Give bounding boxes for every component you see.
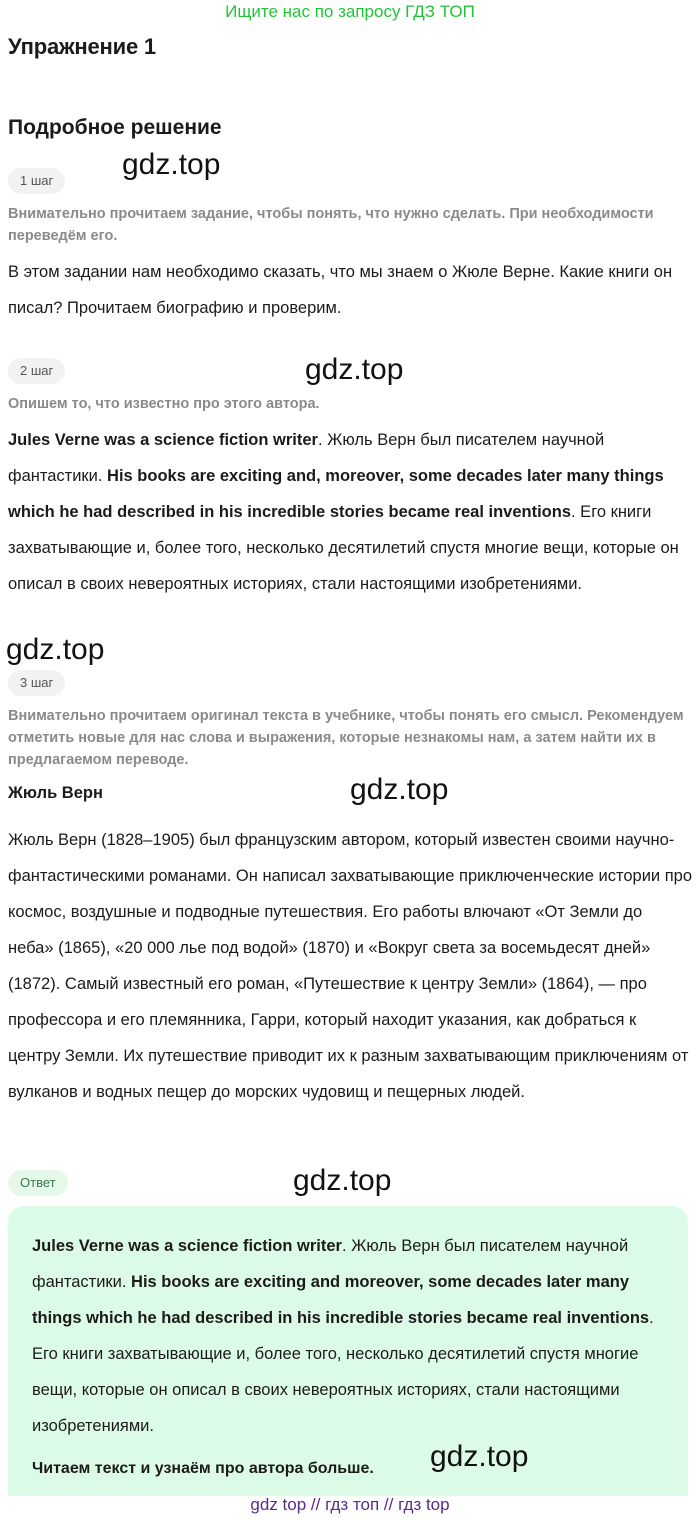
footer-links[interactable]: gdz top // гдз топ // гдз top xyxy=(250,1495,450,1514)
answer-russian-1: . Жюль Верн был писателем научной фантастики. xyxy=(32,1237,629,1291)
step-1-hint: Внимательно прочитаем задание, чтобы понять, что нужно сделать. При необходимости переведём его. xyxy=(8,206,654,244)
page-title: Упражнение 1 xyxy=(8,34,156,59)
step-3-label: 3 шаг xyxy=(8,670,65,696)
answer-pill xyxy=(8,1170,68,1196)
step-3-pill xyxy=(8,670,65,696)
step-1-label: 1 шаг xyxy=(8,168,65,194)
answer-english-2: His books are exciting and moreover, some decades later many things which he had described in his incredible stories became real inventions xyxy=(32,1273,650,1327)
watermark: gdz.top xyxy=(122,148,221,181)
watermark: gdz.top xyxy=(293,1164,392,1197)
watermark: gdz.top xyxy=(430,1440,529,1473)
step-3-hint: Внимательно прочитаем оригинал текста в учебнике, чтобы понять его смысл. Рекомендуем отметить новые для нас слова и выражения, которые незнакомы нам, а затем найти их в предлагаемом переводе. xyxy=(8,708,684,768)
step-3-heading: Жюль Верн xyxy=(8,784,103,802)
answer-russian-2: . Его книги захватывающие и, более того, несколько десятилетий спустя многие вещи, которые он описал в своих невероятных историях, стали настоящими изобретениями. xyxy=(32,1309,654,1435)
step-2-text xyxy=(8,422,692,602)
watermark: gdz.top xyxy=(350,773,449,806)
promo-banner[interactable]: Ищите нас по запросу ГДЗ ТОП xyxy=(225,2,475,21)
step-2-russian-2: . Его книги захватывающие и, более того, несколько десятилетий спустя многие вещи, которые он описал в своих невероятных историях, стали настоящими изобретениями. xyxy=(8,503,679,593)
watermark: gdz.top xyxy=(305,353,404,386)
step-2-hint: Опишем то, что известно про этого автора. xyxy=(8,396,320,412)
answer-footer: Читаем текст и узнаём про автора больше. xyxy=(32,1460,374,1477)
step-2-pill xyxy=(8,358,65,384)
step-1-pill xyxy=(8,168,65,194)
step-2-label: 2 шаг xyxy=(8,358,65,384)
step-3-text: Жюль Верн (1828–1905) был французским автором, который известен своими научно-фантастическими романами. Он написал захватывающие приключенческие истории про космос, воздушные и подводные путешествия. Его работы влючают «От Земли до неба» (1865), «20 000 лье под водой» (1870) и «Вокруг света за восемьдесят дней» (1872). Самый известный его роман, «Путешествие к центру Земли» (1864), — про профессора и его племянника, Гарри, который находит указания, как добраться к центру Земли. Их путешествие приводит их к разным захватывающим приключениям от вулканов и водных пещер до морских чудовищ и пещерных людей. xyxy=(8,831,693,1101)
watermark: gdz.top xyxy=(6,633,105,666)
step-1-text: В этом задании нам необходимо сказать, что мы знаем о Жюле Верне. Какие книги он писал? Прочитаем биографию и проверим. xyxy=(8,263,673,317)
step-2-english-1: Jules Verne was a science fiction writer xyxy=(8,431,318,449)
section-title: Подробное решение xyxy=(8,116,222,139)
answer-label: Ответ xyxy=(8,1170,68,1196)
answer-text xyxy=(32,1228,672,1444)
answer-english-1: Jules Verne was a science fiction writer xyxy=(32,1237,342,1255)
step-2-english-2: His books are exciting and, moreover, some decades later many things which he had described in his incredible stories became real inventions xyxy=(8,467,664,521)
step-2-russian-1: . Жюль Верн был писателем научной фантастики. xyxy=(8,431,605,485)
